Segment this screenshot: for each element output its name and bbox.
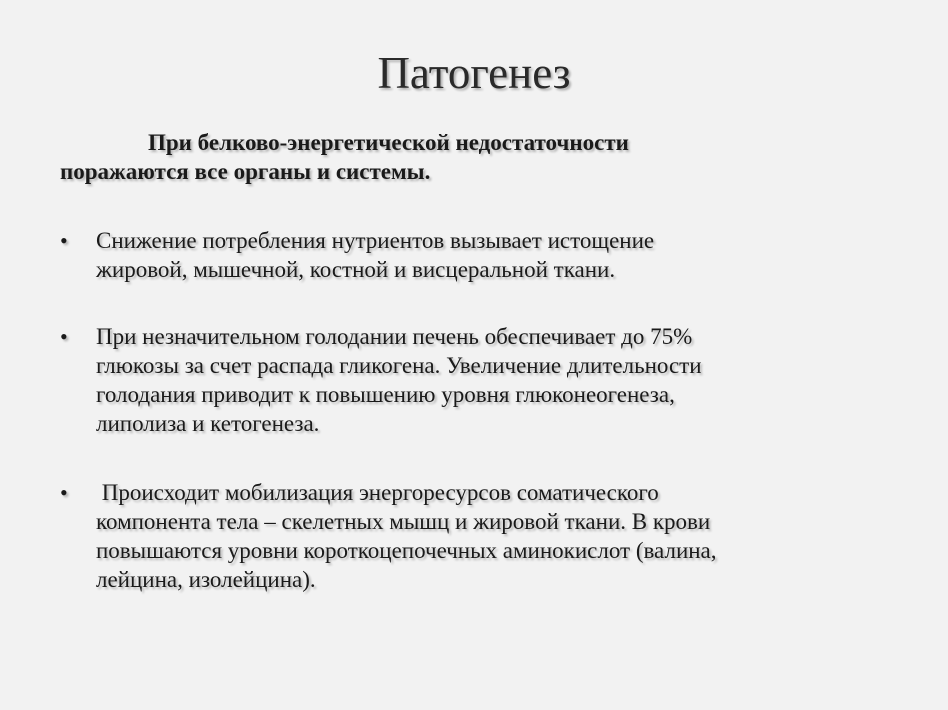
bullet-text xyxy=(96,478,880,594)
bullet-item xyxy=(60,322,880,438)
bullet-line: повышаются уровни короткоцепочечных аминокислот (валина, xyxy=(96,538,717,563)
bullet-line: При незначительном голодании печень обеспечивает до 75% xyxy=(96,324,693,349)
bullet-dot-icon: • xyxy=(60,480,68,505)
bullet-line: компонента тела – скелетных мышц и жировой ткани. В крови xyxy=(96,509,711,534)
bullet-dot-icon: • xyxy=(60,324,68,349)
bullet-item xyxy=(60,478,880,594)
bullet-dot-icon: • xyxy=(60,228,68,253)
intro-paragraph xyxy=(60,128,860,186)
slide-title: Патогенез xyxy=(377,48,571,98)
bullet-text xyxy=(96,226,880,284)
bullet-line: лейцина, изолейцина). xyxy=(96,567,316,592)
bullet-text xyxy=(96,322,880,438)
intro-line: поражаются все органы и системы. xyxy=(60,159,431,184)
bullet-line: глюкозы за счет распада гликогена. Увеличение длительности xyxy=(96,353,702,378)
bullet-line: Происходит мобилизация энергоресурсов соматического xyxy=(96,480,659,505)
bullet-line: голодания приводит к повышению уровня глюконеогенеза, xyxy=(96,382,675,407)
bullet-line: жировой, мышечной, костной и висцеральной ткани. xyxy=(96,257,616,282)
bullet-item xyxy=(60,226,880,284)
bullet-line: Снижение потребления нутриентов вызывает истощение xyxy=(96,228,655,253)
bullet-line: липолиза и кетогенеза. xyxy=(96,411,320,436)
intro-line: При белково-энергетической недостаточности xyxy=(148,130,629,155)
